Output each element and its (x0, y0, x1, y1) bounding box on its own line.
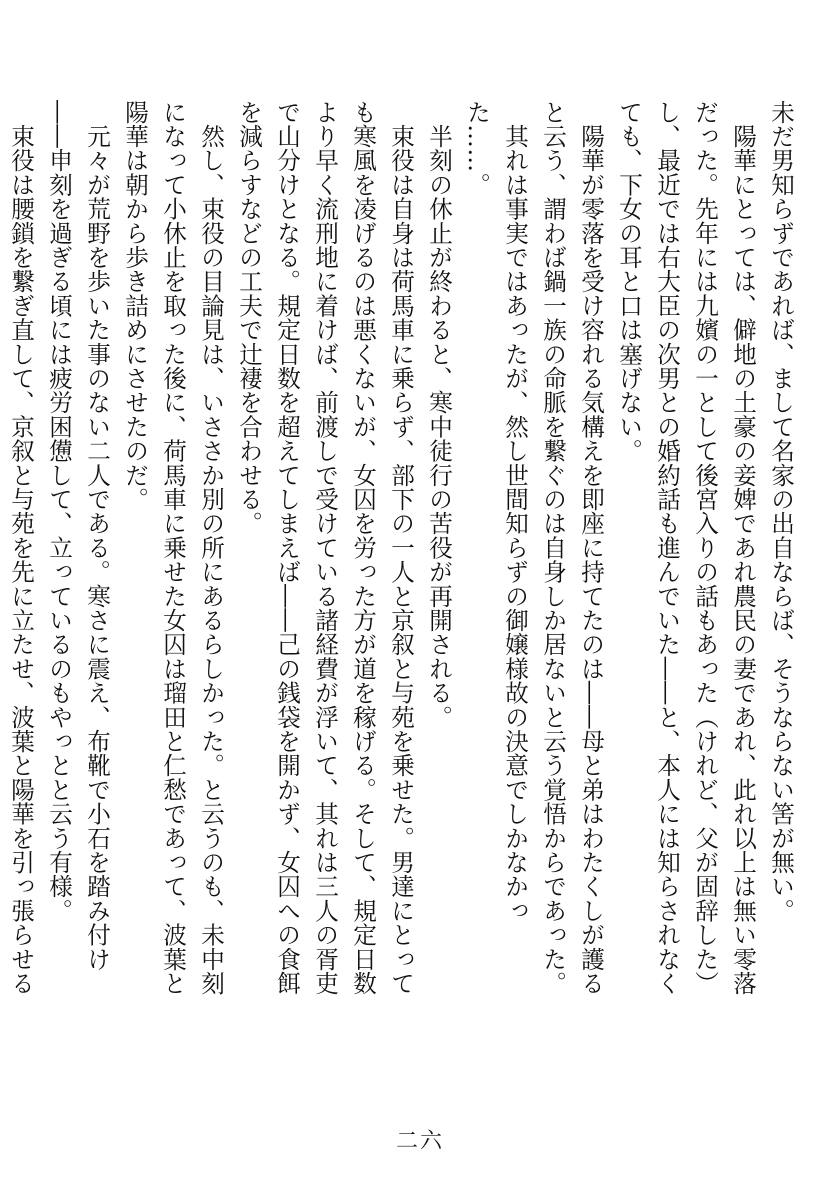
page-number: 二六 (395, 1129, 444, 1154)
paragraph: 未だ男知らずであれば、まして名家の出自ならば、そうならない筈が無い。 (767, 100, 795, 923)
paragraph: 陽華が零落を受け容れる気構えを即座に持てたのは――母と弟はわたくしが護ると云う、謂わば鍋一族の命脈を繋ぐのは自身しか居ないと云う覚悟からであった。 (539, 100, 605, 996)
paragraph: 元々が荒野を歩いた事のない二人である。寒さに震え、布靴で小石を踏み付け――申刻を過ぎる頃には疲労困憊して、立っているのもやっとと云う有様。 (45, 100, 111, 972)
paragraph: 其れは事実ではあったが、然し世間知らずの御嬢様故の決意でしかなかった……。 (463, 100, 529, 923)
paragraph: 束役は自身は荷馬車に乗らず、部下の一人と京叙と与苑を乗せた。男達にとっても寒風を凌げるのは悪くないが、女囚を労った方が道を稼げる。そして、規定日数より早く流刑地に着けば、前渡しで受けている諸経費が浮いて、其れは三人の胥吏で山分けとなる。規定日数を超えてしまえば――己の銭袋を開かず、女囚への食餌を減らすなどの工夫で辻褄を合わせる。 (235, 100, 415, 996)
paragraph: 然し、束役の目論見は、いささか別の所にあるらしかった。と云うのも、未中刻になって小休止を取った後に、荷馬車に乗せた女囚は瑠田と仁愁であって、波葉と陽華は朝から歩き詰めにさせたのだ。 (121, 100, 225, 996)
paragraph: 半刻の休止が終わると、寒中徒行の苦役が再開される。 (425, 100, 453, 730)
paragraph: 束役は腰鎖を繋ぎ直して、京叙と与苑を先に立たせ、波葉と陽華を引っ張らせる (7, 124, 35, 996)
paragraph: 陽華にとっては、僻地の土豪の妾婢であれ農民の妻であれ、此れ以上は無い零落だった。先年には九嬪の一として後宮入りの話もあった（けれど、父が固辞した）し、最近では右大臣の次男との婚約話も進んでいた――と、本人には知らされなくても、下女の耳と口は塞げない。 (615, 100, 757, 996)
body-text (7, 100, 800, 1000)
